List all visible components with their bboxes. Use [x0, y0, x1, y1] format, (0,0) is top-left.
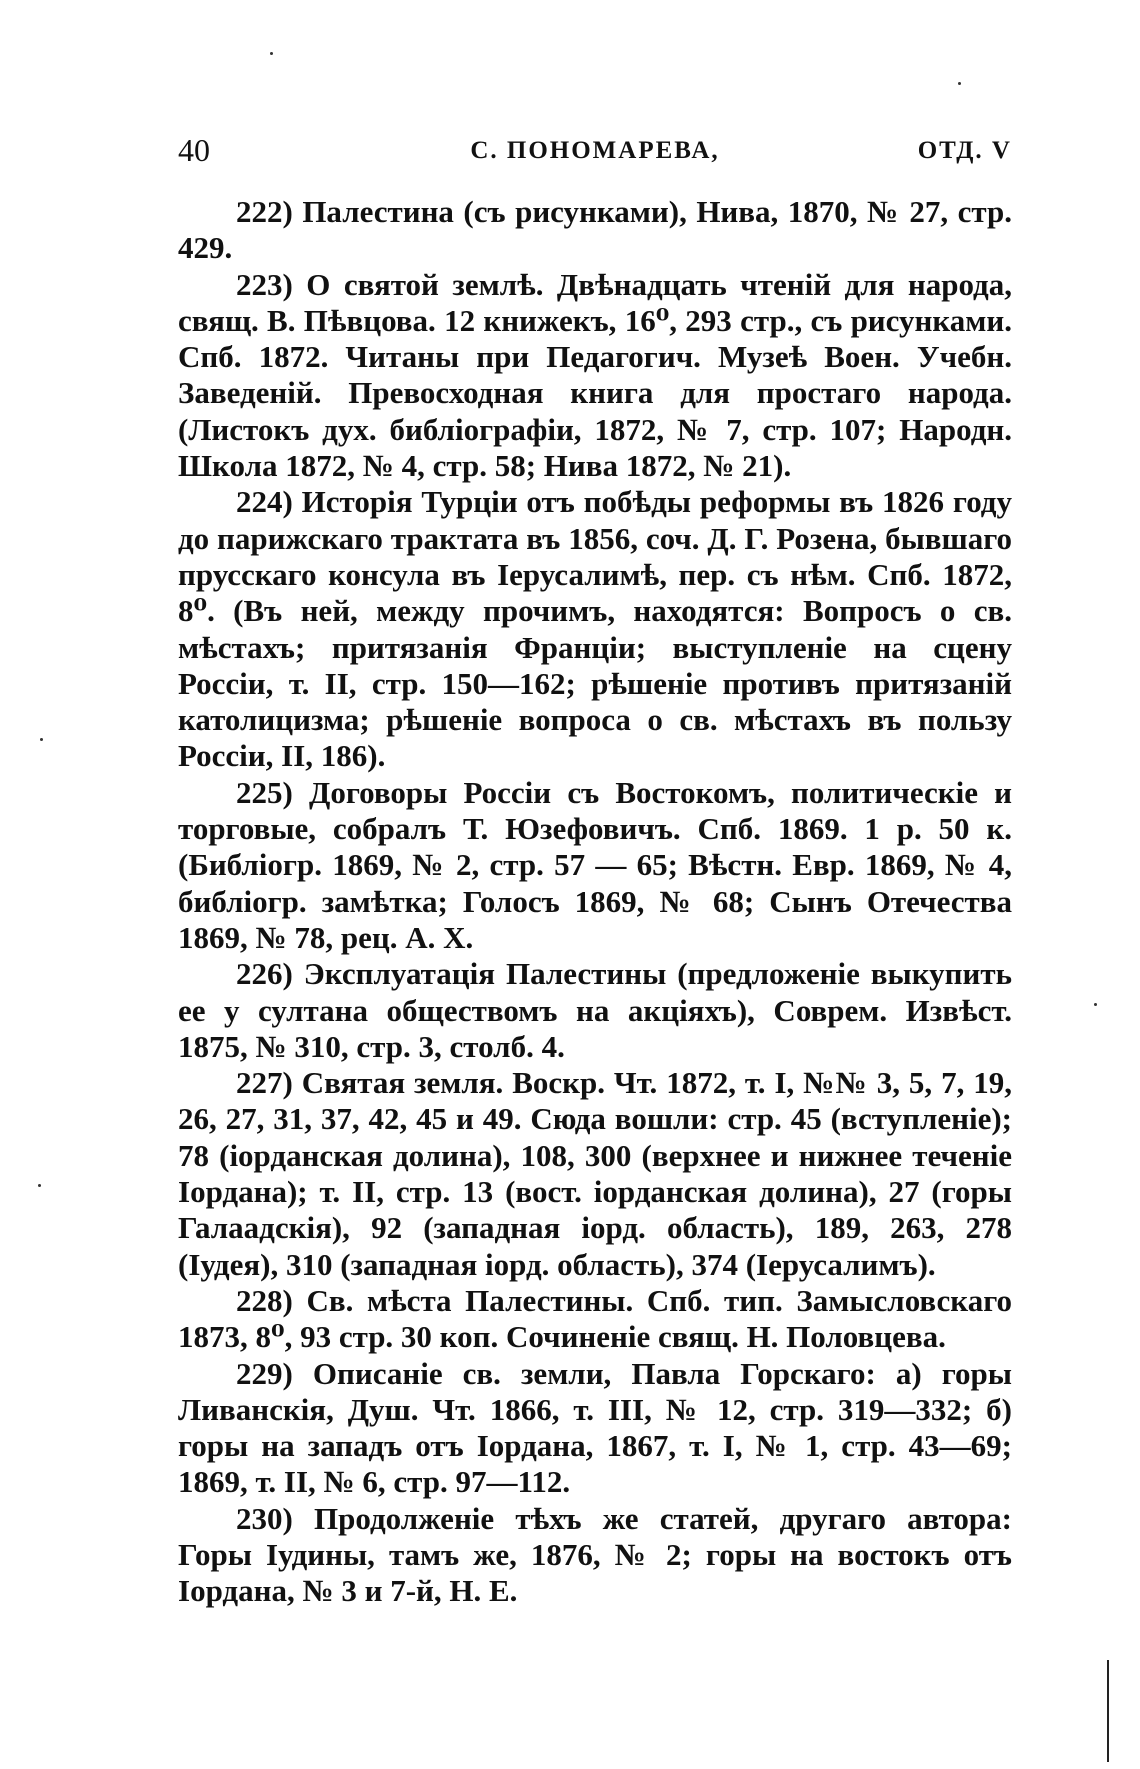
- scan-speck: [270, 52, 273, 55]
- bibliography-list: [178, 194, 1012, 1610]
- bibliography-entry-228: 228) Св. мѣста Палестины. Спб. тип. Замысловскаго 1873, 8⁰, 93 стр. 30 коп. Сочиненіе свящ. Н. Половцева.: [178, 1282, 1012, 1355]
- bibliography-entry-226: 226) Эксплуатація Палестины (предложеніе выкупить ее у султана обществомъ на акціяхъ), Соврем. Извѣст. 1875, № 310, стр. 3, столб. 4.: [178, 956, 1012, 1064]
- bibliography-entry-222: 222) Палестина (съ рисунками), Нива, 1870, № 27, стр. 429.: [178, 194, 1012, 266]
- bibliography-entry-224: 224) Исторія Турціи отъ побѣды реформы въ 1826 году до парижскаго трактата въ 1856, соч. Д. Г. Розена, бывшаго прусскаго консула въ Іерусалимѣ, пер. съ нѣм. Спб. 1872, 8⁰. (Въ ней, между прочимъ, находятся: Вопросъ о св. мѣстахъ; притязанія Франціи; выступленіе на сцену Россіи, т. II, стр. 150—162; рѣшеніе противъ притязаній католицизма; рѣшеніе вопроса о св. мѣстахъ въ пользу Россіи, II, 186).: [178, 484, 1012, 774]
- page-number: 40: [178, 132, 210, 168]
- bibliography-entry-223: 223) О святой землѣ. Двѣнадцать чтеній для народа, свящ. В. Пѣвцова. 12 книжекъ, 16⁰, 293 стр., съ рисунками. Спб. 1872. Читаны при Педагогич. Музеѣ Воен. Учебн. Заведеній. Превосходная книга для простаго народа. (Листокъ дух. библіографіи, 1872, № 7, стр. 107; Народн. Школа 1872, № 4, стр. 58; Нива 1872, № 21).: [178, 266, 1012, 484]
- scan-speck: [38, 1184, 41, 1187]
- bibliography-entry-229: 229) Описаніе св. земли, Павла Горскаго: а) горы Ливанскія, Душ. Чт. 1866, т. III, № 12, стр. 319—332; б) горы на западъ отъ Іордана, 1867, т. I, № 1, стр. 43—69; 1869, т. II, № 6, стр. 97—112.: [178, 1355, 1012, 1500]
- section-label: ОТД. V: [917, 137, 1012, 164]
- page-header: [178, 130, 1012, 170]
- bibliography-entry-225: 225) Договоры Россіи съ Востокомъ, политическіе и торговые, собралъ Т. Юзефовичъ. Спб. 1869. 1 р. 50 к. (Библіогр. 1869, № 2, стр. 57 — 65; Вѣстн. Евр. 1869, № 4, библіогр. замѣтка; Голосъ 1869, № 68; Сынъ Отечества 1869, № 78, рец. А. Х.: [178, 774, 1012, 955]
- margin-scan-mark: [1107, 1660, 1109, 1762]
- running-title: С. ПОНОМАРЕВА,: [470, 137, 720, 164]
- scan-speck: [1094, 1003, 1097, 1006]
- bibliography-entry-227: 227) Святая земля. Воскр. Чт. 1872, т. I, №№ 3, 5, 7, 19, 26, 27, 31, 37, 42, 45 и 49. Сюда вошли: стр. 45 (вступленіе); 78 (іорданская долина), 108, 300 (верхнее и нижнее теченіе Іордана); т. II, стр. 13 (вост. іорданская долина), 27 (горы Галаадскія), 92 (западная іорд. область), 189, 263, 278 (Іудея), 310 (западная іорд. область), 374 (Іерусалимъ).: [178, 1065, 1012, 1282]
- scan-speck: [40, 738, 43, 741]
- bibliography-entry-230: 230) Продолженіе тѣхъ же статей, другаго автора: Горы Іудины, тамъ же, 1876, № 2; горы на востокъ отъ Іордана, № 3 и 7-й, Н. Е.: [178, 1500, 1012, 1609]
- scan-speck: [958, 82, 961, 85]
